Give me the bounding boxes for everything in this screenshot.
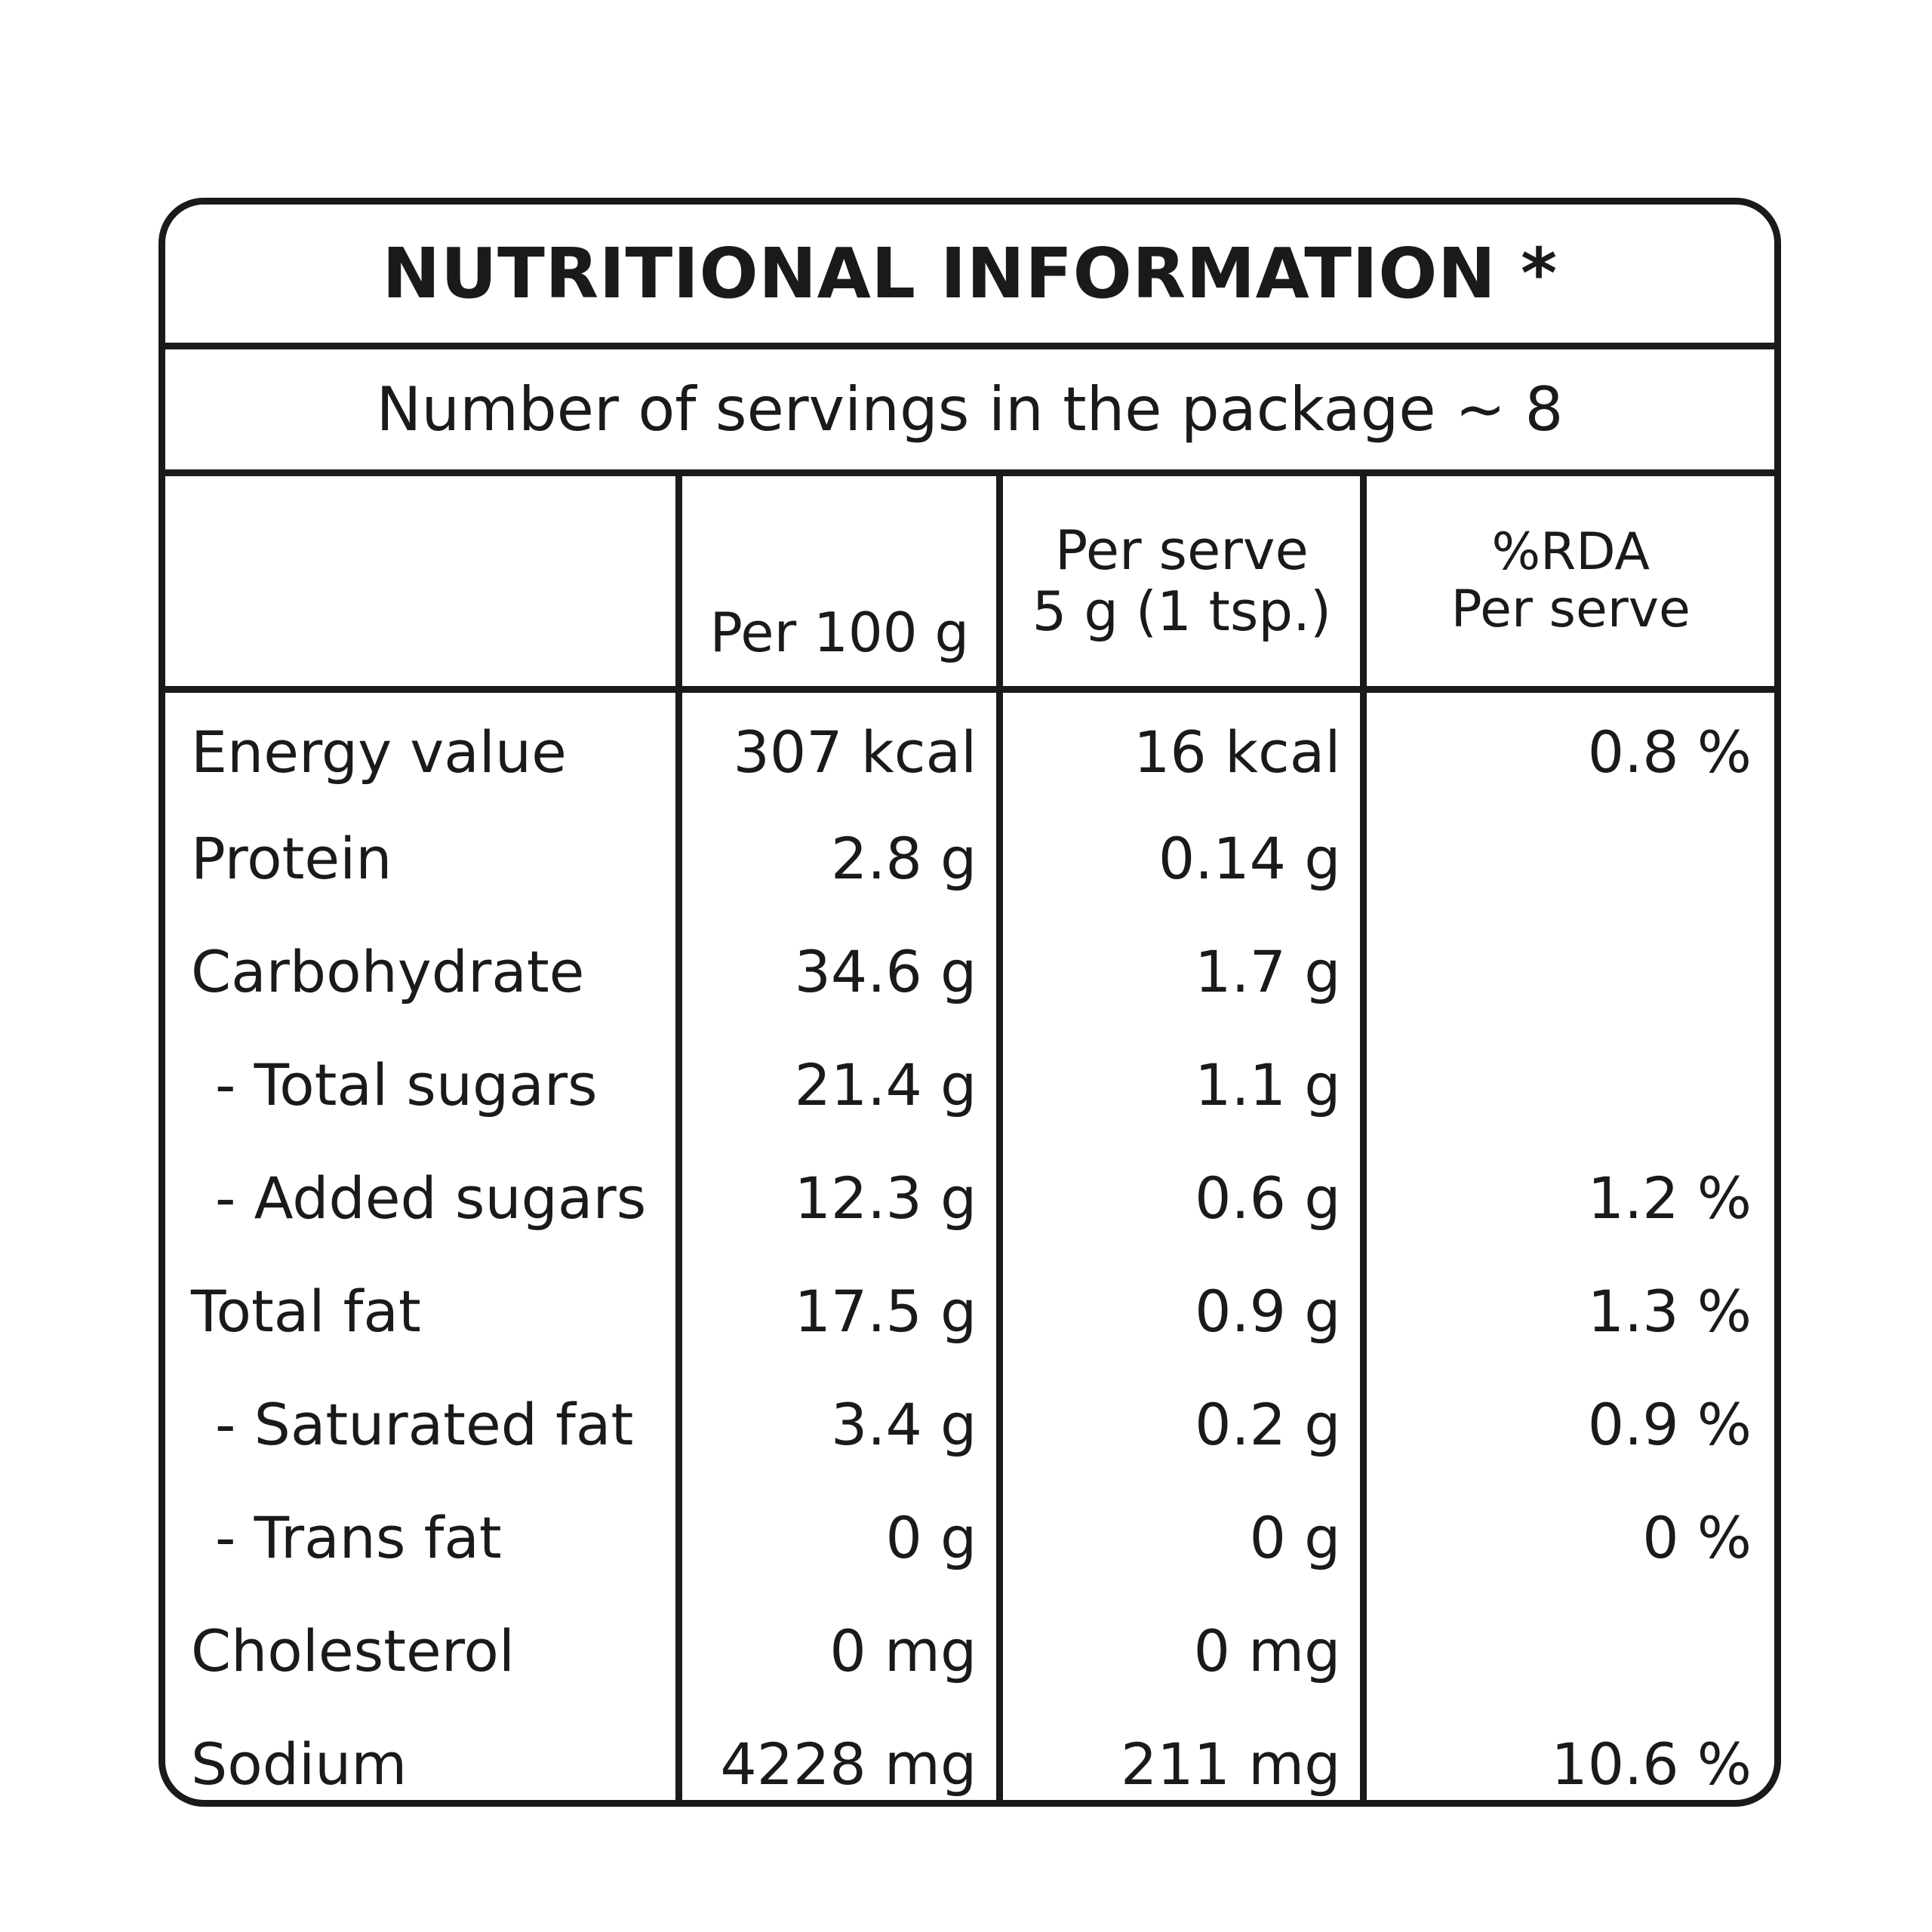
column-header-rda-line1: %RDA	[1491, 521, 1650, 582]
column-header-per-serve-line1: Per serve	[1054, 518, 1309, 583]
table-row	[165, 1029, 1774, 1142]
table-row	[165, 689, 1774, 802]
value-rda	[1364, 1029, 1774, 1142]
nutrient-name: - Added sugars	[215, 1164, 647, 1232]
value-rda: 1.3 %	[1364, 1255, 1774, 1368]
value-per-100g: 307 kcal	[679, 689, 1000, 802]
value-per-100g: 0 g	[679, 1481, 1000, 1595]
nutrient-name: Energy value	[191, 718, 567, 786]
nutrient-name: Cholesterol	[191, 1617, 515, 1684]
value-per-serve: 16 kcal	[1000, 689, 1364, 802]
value-per-100g: 21.4 g	[679, 1029, 1000, 1142]
value-per-serve: 0.2 g	[1000, 1368, 1364, 1481]
servings-text: Number of servings in the package ~ 8	[376, 374, 1564, 445]
value-per-serve: 211 mg	[1000, 1708, 1364, 1807]
table-row	[165, 915, 1774, 1029]
table-row	[165, 1368, 1774, 1481]
table-row	[165, 1255, 1774, 1368]
column-header-per-serve	[1000, 476, 1364, 689]
nutrition-information-panel	[158, 198, 1781, 1807]
value-per-100g: 12.3 g	[679, 1142, 1000, 1255]
value-per-100g: 4228 mg	[679, 1708, 1000, 1807]
value-per-100g: 3.4 g	[679, 1368, 1000, 1481]
table-header-row	[165, 476, 1774, 689]
column-header-per-serve-line2: 5 g (1 tsp.)	[1032, 579, 1332, 643]
nutrient-name: Carbohydrate	[191, 938, 585, 1005]
panel-title-row	[165, 205, 1774, 349]
table-row	[165, 1142, 1774, 1255]
value-per-serve: 0 mg	[1000, 1595, 1364, 1708]
nutrient-name: - Trans fat	[215, 1504, 502, 1571]
value-rda: 0.9 %	[1364, 1368, 1774, 1481]
column-header-per-100g: Per 100 g	[679, 476, 1000, 689]
value-per-serve: 1.7 g	[1000, 915, 1364, 1029]
value-per-serve: 1.1 g	[1000, 1029, 1364, 1142]
value-rda: 10.6 %	[1364, 1708, 1774, 1807]
nutrition-table	[165, 476, 1774, 1807]
table-body	[165, 689, 1774, 1807]
value-rda	[1364, 1595, 1774, 1708]
servings-row	[165, 349, 1774, 476]
value-per-serve: 0.6 g	[1000, 1142, 1364, 1255]
table-header	[165, 476, 1774, 689]
value-per-serve: 0.9 g	[1000, 1255, 1364, 1368]
nutrient-name: Sodium	[191, 1730, 408, 1798]
value-per-serve: 0 g	[1000, 1481, 1364, 1595]
table-row	[165, 802, 1774, 915]
table-row	[165, 1708, 1774, 1807]
value-per-serve: 0.14 g	[1000, 802, 1364, 915]
value-per-100g: 17.5 g	[679, 1255, 1000, 1368]
page-title: NUTRITIONAL INFORMATION *	[382, 232, 1558, 314]
table-row	[165, 1481, 1774, 1595]
value-rda: 1.2 %	[1364, 1142, 1774, 1255]
table-row	[165, 1595, 1774, 1708]
value-rda	[1364, 915, 1774, 1029]
column-header-nutrient	[165, 476, 679, 689]
value-per-100g: 2.8 g	[679, 802, 1000, 915]
nutrient-name: Total fat	[191, 1278, 421, 1345]
value-rda: 0 %	[1364, 1481, 1774, 1595]
column-header-rda-line2: Per serve	[1451, 579, 1690, 639]
value-per-100g: 0 mg	[679, 1595, 1000, 1708]
column-header-rda	[1364, 476, 1774, 689]
value-per-100g: 34.6 g	[679, 915, 1000, 1029]
value-rda	[1364, 802, 1774, 915]
nutrient-name: Protein	[191, 825, 392, 892]
nutrient-name: - Total sugars	[215, 1051, 598, 1118]
value-rda: 0.8 %	[1364, 689, 1774, 802]
nutrient-name: - Saturated fat	[215, 1391, 634, 1458]
